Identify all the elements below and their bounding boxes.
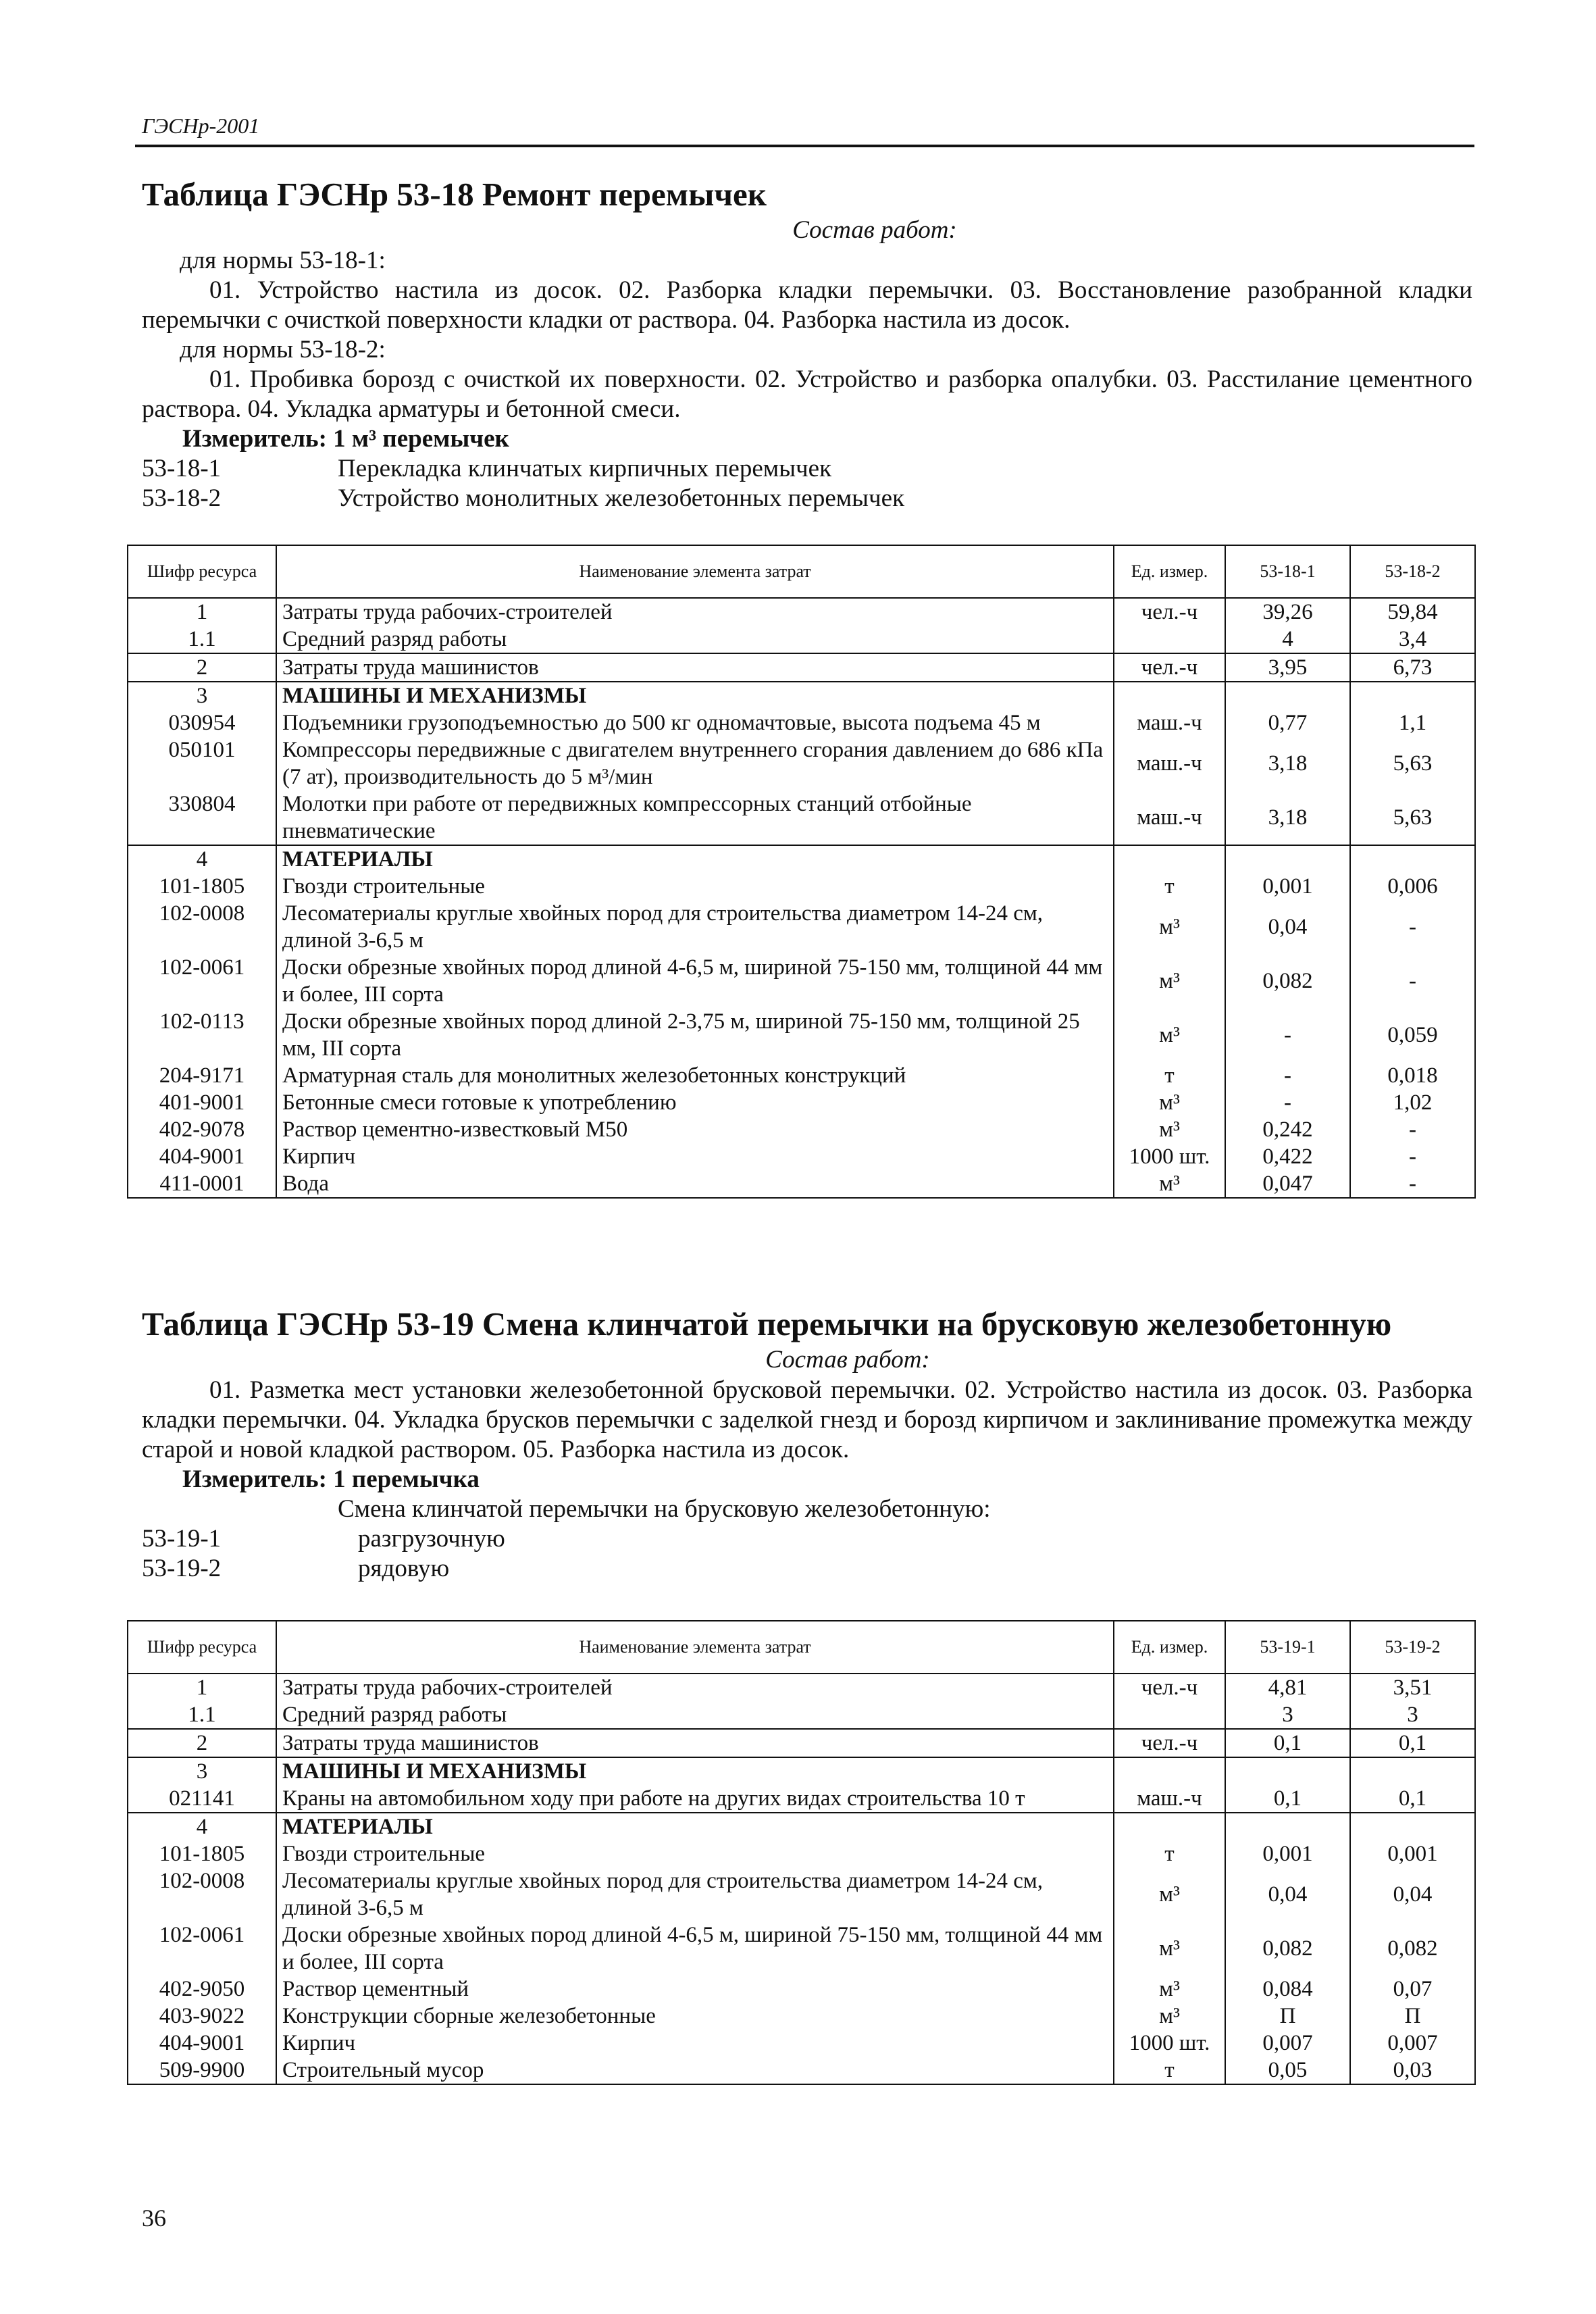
cell-norm1: 0,007 [1225, 2030, 1350, 2057]
table1-norm1-text: 01. Устройство настила из досок. 02. Разборка кладки перемычки. 03. Восстановление разобранной кладки перемычки с очисткой поверхности кладки от раствора. 04. Разборка настила из досок. [142, 276, 1472, 334]
cell-norm2: 0,1 [1350, 1729, 1475, 1757]
cell-unit: т [1114, 1840, 1225, 1867]
cell-code: 402-9050 [128, 1976, 276, 2003]
cell-norm2: 0,001 [1350, 1840, 1475, 1867]
table-row [128, 1921, 1475, 1976]
header-norm1: 53-18-1 [1225, 545, 1350, 598]
norms-intro: Смена клинчатой перемычки на брусковую железобетонную: [338, 1495, 991, 1523]
cell-unit: 1000 шт. [1114, 2030, 1225, 2057]
cell-code: 4 [128, 1813, 276, 1840]
cell-name: МАТЕРИАЛЫ [276, 845, 1114, 873]
cell-unit: маш.-ч [1114, 1785, 1225, 1813]
header-unit: Ед. измер. [1114, 1621, 1225, 1674]
cell-norm1: 3,95 [1225, 653, 1350, 682]
cell-unit: м³ [1114, 1170, 1225, 1198]
cell-code: 050101 [128, 736, 276, 790]
cell-norm2 [1350, 845, 1475, 873]
cell-norm1: - [1225, 1089, 1350, 1116]
table2-sostav: Состав работ: [765, 1346, 930, 1374]
cell-code: 021141 [128, 1785, 276, 1813]
cell-norm2: 3,4 [1350, 626, 1475, 653]
cell-norm1: 0,422 [1225, 1143, 1350, 1170]
cell-name: Бетонные смеси готовые к употреблению [276, 1089, 1114, 1116]
cell-unit: 1000 шт. [1114, 1143, 1225, 1170]
table-row [128, 845, 1475, 873]
table-row [128, 1170, 1475, 1198]
table1-resources [127, 545, 1476, 1199]
cell-name: Компрессоры передвижные с двигателем внутреннего сгорания давлением до 686 кПа (7 ат), производительность до 5 м³/мин [276, 736, 1114, 790]
cell-norm1: 0,047 [1225, 1170, 1350, 1198]
cell-code: 101-1805 [128, 1840, 276, 1867]
cell-norm2: 6,73 [1350, 653, 1475, 682]
table-row [128, 1840, 1475, 1867]
header-rule [135, 145, 1474, 147]
cell-unit: т [1114, 2057, 1225, 2084]
cell-code: 102-0061 [128, 954, 276, 1008]
cell-unit: м³ [1114, 2003, 1225, 2030]
cell-code: 402-9078 [128, 1116, 276, 1143]
table-row [128, 1116, 1475, 1143]
table-row [128, 736, 1475, 790]
cell-norm2: 5,63 [1350, 736, 1475, 790]
cell-code: 3 [128, 682, 276, 709]
table2-resources [127, 1620, 1476, 2085]
table-row [128, 900, 1475, 954]
table-row [128, 1867, 1475, 1921]
cell-code: 102-0008 [128, 900, 276, 954]
cell-norm2: 59,84 [1350, 598, 1475, 626]
table2-section [142, 1304, 1472, 1584]
cell-norm1: 0,001 [1225, 873, 1350, 900]
cell-norm2: 1,02 [1350, 1089, 1475, 1116]
cell-norm2: 0,059 [1350, 1008, 1475, 1062]
cell-code: 101-1805 [128, 873, 276, 900]
cell-norm1: 0,77 [1225, 709, 1350, 736]
cell-unit: м³ [1114, 954, 1225, 1008]
cell-norm1 [1225, 845, 1350, 873]
cell-norm2 [1350, 1757, 1475, 1785]
cell-name: Лесоматериалы круглые хвойных пород для строительства диаметром 14-24 см, длиной 3-6,5 м [276, 900, 1114, 954]
cell-unit [1114, 1813, 1225, 1840]
table-row [128, 682, 1475, 709]
cell-name: Затраты труда рабочих-строителей [276, 1674, 1114, 1701]
cell-code: 102-0113 [128, 1008, 276, 1062]
table2-measure: Измеритель: 1 перемычка [182, 1465, 480, 1493]
cell-norm1: 4,81 [1225, 1674, 1350, 1701]
cell-unit: чел.-ч [1114, 1729, 1225, 1757]
table1-norm-line [142, 484, 1472, 513]
cell-unit: м³ [1114, 1089, 1225, 1116]
cell-code: 403-9022 [128, 2003, 276, 2030]
cell-name: Раствор цементно-известковый М50 [276, 1116, 1114, 1143]
cell-norm2: - [1350, 1116, 1475, 1143]
cell-name: МАШИНЫ И МЕХАНИЗМЫ [276, 682, 1114, 709]
cell-code: 404-9001 [128, 2030, 276, 2057]
table1-sostav: Состав работ: [792, 216, 957, 244]
cell-name: Молотки при работе от передвижных компрессорных станций отбойные пневматические [276, 790, 1114, 845]
cell-code: 2 [128, 653, 276, 682]
header-code: Шифр ресурса [128, 1621, 276, 1674]
cell-name: Конструкции сборные железобетонные [276, 2003, 1114, 2030]
cell-name: Вода [276, 1170, 1114, 1198]
cell-norm2: 0,07 [1350, 1976, 1475, 2003]
cell-norm1 [1225, 1813, 1350, 1840]
table1-norm2-intro: для нормы 53-18-2: [180, 336, 386, 363]
cell-norm2: 1,1 [1350, 709, 1475, 736]
table-row [128, 2003, 1475, 2030]
cell-norm1: 39,26 [1225, 598, 1350, 626]
cell-code: 330804 [128, 790, 276, 845]
cell-code: 1.1 [128, 626, 276, 653]
cell-code: 1 [128, 598, 276, 626]
cell-name: Арматурная сталь для монолитных железобетонных конструкций [276, 1062, 1114, 1089]
cell-code: 102-0008 [128, 1867, 276, 1921]
cell-norm1 [1225, 1757, 1350, 1785]
cell-unit: маш.-ч [1114, 709, 1225, 736]
cell-norm1: 0,04 [1225, 1867, 1350, 1921]
cell-name: Затраты труда машинистов [276, 1729, 1114, 1757]
cell-norm2: 0,007 [1350, 2030, 1475, 2057]
cell-code: 2 [128, 1729, 276, 1757]
table-row [128, 790, 1475, 845]
cell-code: 102-0061 [128, 1921, 276, 1976]
cell-norm1: 0,242 [1225, 1116, 1350, 1143]
table-row [128, 1729, 1475, 1757]
cell-name: Доски обрезные хвойных пород длиной 2-3,75 м, шириной 75-150 мм, толщиной 25 мм, III сорта [276, 1008, 1114, 1062]
table-row [128, 2030, 1475, 2057]
cell-norm1 [1225, 682, 1350, 709]
cell-name: Кирпич [276, 2030, 1114, 2057]
table-row [128, 1143, 1475, 1170]
cell-code: 1 [128, 1674, 276, 1701]
table1-section [142, 174, 1472, 513]
cell-unit: т [1114, 1062, 1225, 1089]
table1-title: Таблица ГЭСНр 53-18 Ремонт перемычек [142, 176, 767, 213]
cell-name: Кирпич [276, 1143, 1114, 1170]
cell-name: Строительный мусор [276, 2057, 1114, 2084]
cell-norm2: - [1350, 1170, 1475, 1198]
table-row [128, 1976, 1475, 2003]
cell-unit: чел.-ч [1114, 1674, 1225, 1701]
table-row [128, 1062, 1475, 1089]
table-row [128, 954, 1475, 1008]
cell-norm2: 0,006 [1350, 873, 1475, 900]
cell-norm2 [1350, 1813, 1475, 1840]
header-norm2: 53-19-2 [1350, 1621, 1475, 1674]
cell-code: 030954 [128, 709, 276, 736]
cell-unit: маш.-ч [1114, 736, 1225, 790]
cell-norm1: 3,18 [1225, 736, 1350, 790]
cell-norm1: 0,1 [1225, 1785, 1350, 1813]
table-header-row [128, 1621, 1475, 1674]
table1-norm2-text: 01. Пробивка борозд с очисткой их поверхности. 02. Устройство и разборка опалубки. 03. Расстилание цементного раствора. 04. Укладка арматуры и бетонной смеси. [142, 366, 1472, 423]
table2-norm-line [142, 1524, 1472, 1554]
cell-code: 1.1 [128, 1701, 276, 1729]
cell-name: МАШИНЫ И МЕХАНИЗМЫ [276, 1757, 1114, 1785]
cell-unit: м³ [1114, 900, 1225, 954]
cell-norm1: 0,001 [1225, 1840, 1350, 1867]
cell-norm2: - [1350, 1143, 1475, 1170]
cell-name: Лесоматериалы круглые хвойных пород для строительства диаметром 14-24 см, длиной 3-6,5 м [276, 1867, 1114, 1921]
cell-norm2: 0,04 [1350, 1867, 1475, 1921]
table2-title: Таблица ГЭСНр 53-19 Смена клинчатой перемычки на брусковую железобетонную [142, 1305, 1392, 1342]
cell-norm1: 3,18 [1225, 790, 1350, 845]
cell-unit: чел.-ч [1114, 598, 1225, 626]
norm-name: рядовую [358, 1555, 450, 1582]
cell-unit: чел.-ч [1114, 653, 1225, 682]
table-row [128, 1008, 1475, 1062]
table-row [128, 2057, 1475, 2084]
table1-norm-line [142, 454, 1472, 484]
norm-code: 53-19-1 [142, 1525, 222, 1553]
cell-norm2: 5,63 [1350, 790, 1475, 845]
cell-unit [1114, 1757, 1225, 1785]
cell-norm2: - [1350, 900, 1475, 954]
table-row [128, 1785, 1475, 1813]
cell-unit: м³ [1114, 1867, 1225, 1921]
cell-unit [1114, 626, 1225, 653]
cell-name: Краны на автомобильном ходу при работе на других видах строительства 10 т [276, 1785, 1114, 1813]
table1-norm1-intro: для нормы 53-18-1: [180, 247, 386, 274]
cell-norm2: - [1350, 954, 1475, 1008]
cell-norm2: 3 [1350, 1701, 1475, 1729]
cell-norm1: 0,05 [1225, 2057, 1350, 2084]
cell-norm1: 3 [1225, 1701, 1350, 1729]
cell-unit: м³ [1114, 1921, 1225, 1976]
cell-norm1: - [1225, 1008, 1350, 1062]
table-row [128, 598, 1475, 626]
cell-unit [1114, 682, 1225, 709]
cell-norm1: 0,082 [1225, 1921, 1350, 1976]
norm-code: 53-18-2 [142, 484, 222, 512]
table-header-row [128, 545, 1475, 598]
table-row [128, 1089, 1475, 1116]
cell-norm1: 0,084 [1225, 1976, 1350, 2003]
cell-code: 3 [128, 1757, 276, 1785]
cell-name: Гвозди строительные [276, 873, 1114, 900]
cell-norm1: 4 [1225, 626, 1350, 653]
header-norm2: 53-18-2 [1350, 545, 1475, 598]
cell-code: 204-9171 [128, 1062, 276, 1089]
cell-norm1: - [1225, 1062, 1350, 1089]
running-head: ГЭСНр-2001 [142, 114, 260, 138]
cell-unit: м³ [1114, 1976, 1225, 2003]
cell-norm1: 0,1 [1225, 1729, 1350, 1757]
cell-norm2: 0,082 [1350, 1921, 1475, 1976]
cell-norm2: 0,018 [1350, 1062, 1475, 1089]
cell-norm2: П [1350, 2003, 1475, 2030]
cell-norm1: П [1225, 2003, 1350, 2030]
table2-work-text: 01. Разметка мест установки железобетонной брусковой перемычки. 02. Устройство настила из досок. 03. Разборка кладки перемычки. 04. Укладка брусков перемычки с заделкой гнезд и борозд кирпичом и заклинивание промежутка между старой и новой кладкой раствором. 05. Разборка настила из досок. [142, 1376, 1472, 1463]
cell-norm2 [1350, 682, 1475, 709]
table2-norm-line [142, 1554, 1472, 1584]
cell-code: 411-0001 [128, 1170, 276, 1198]
cell-code: 401-9001 [128, 1089, 276, 1116]
cell-unit [1114, 845, 1225, 873]
table-row [128, 709, 1475, 736]
table2-norms-intro-line [142, 1494, 1472, 1524]
cell-code: 509-9900 [128, 2057, 276, 2084]
page-number: 36 [142, 2205, 166, 2232]
cell-name: Гвозди строительные [276, 1840, 1114, 1867]
cell-norm2: 0,03 [1350, 2057, 1475, 2084]
norm-name: Устройство монолитных железобетонных перемычек [338, 484, 905, 512]
norm-code: 53-19-2 [142, 1555, 222, 1582]
cell-norm2: 0,1 [1350, 1785, 1475, 1813]
table-row [128, 1701, 1475, 1729]
cell-name: Затраты труда машинистов [276, 653, 1114, 682]
cell-unit: маш.-ч [1114, 790, 1225, 845]
cell-name: Раствор цементный [276, 1976, 1114, 2003]
cell-norm1: 0,082 [1225, 954, 1350, 1008]
cell-unit: м³ [1114, 1116, 1225, 1143]
header-name: Наименование элемента затрат [276, 545, 1114, 598]
cell-name: Затраты труда рабочих-строителей [276, 598, 1114, 626]
cell-norm2: 3,51 [1350, 1674, 1475, 1701]
table1-measure: Измеритель: 1 м³ перемычек [182, 425, 509, 453]
header-norm1: 53-19-1 [1225, 1621, 1350, 1674]
header-code: Шифр ресурса [128, 545, 276, 598]
table-row [128, 1757, 1475, 1785]
norm-code: 53-18-1 [142, 455, 222, 482]
cell-norm1: 0,04 [1225, 900, 1350, 954]
header-name: Наименование элемента затрат [276, 1621, 1114, 1674]
table-row [128, 626, 1475, 653]
norm-name: Перекладка клинчатых кирпичных перемычек [338, 455, 832, 482]
cell-name: Средний разряд работы [276, 1701, 1114, 1729]
cell-code: 4 [128, 845, 276, 873]
cell-name: Средний разряд работы [276, 626, 1114, 653]
cell-name: Доски обрезные хвойных пород длиной 4-6,5 м, шириной 75-150 мм, толщиной 44 мм и более, III сорта [276, 1921, 1114, 1976]
header-unit: Ед. измер. [1114, 545, 1225, 598]
cell-unit [1114, 1701, 1225, 1729]
cell-name: Подъемники грузоподъемностью до 500 кг одномачтовые, высота подъема 45 м [276, 709, 1114, 736]
table-row [128, 653, 1475, 682]
norm-name: разгрузочную [358, 1525, 505, 1553]
table-row [128, 1813, 1475, 1840]
cell-unit: т [1114, 873, 1225, 900]
table-row [128, 1674, 1475, 1701]
cell-name: Доски обрезные хвойных пород длиной 4-6,5 м, шириной 75-150 мм, толщиной 44 мм и более, III сорта [276, 954, 1114, 1008]
table-row [128, 873, 1475, 900]
cell-unit: м³ [1114, 1008, 1225, 1062]
cell-code: 404-9001 [128, 1143, 276, 1170]
cell-name: МАТЕРИАЛЫ [276, 1813, 1114, 1840]
